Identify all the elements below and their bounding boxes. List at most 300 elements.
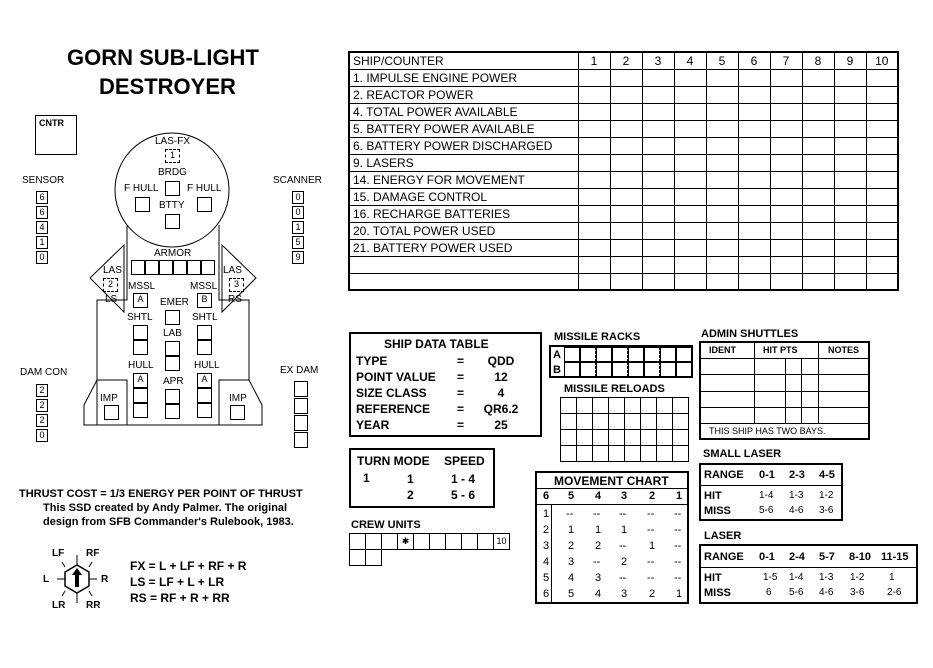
energy-cell[interactable] — [610, 222, 642, 239]
ship-data-eq: = — [457, 370, 465, 384]
energy-cell[interactable] — [578, 205, 610, 222]
energy-cell[interactable] — [802, 86, 834, 103]
missile-rack-cell[interactable] — [580, 347, 596, 362]
energy-cell[interactable] — [738, 120, 770, 137]
energy-cell[interactable] — [706, 256, 738, 273]
missile-reload-cell[interactable] — [672, 397, 689, 414]
missile-reload-cell[interactable] — [640, 397, 657, 414]
energy-cell[interactable] — [578, 222, 610, 239]
laser-range: 5-7 — [819, 551, 835, 563]
energy-cell[interactable] — [866, 222, 898, 239]
missile-reload-cell[interactable] — [608, 429, 625, 446]
las-right-box[interactable]: 3 — [229, 278, 244, 292]
crew-unit-box[interactable]: 10 — [493, 533, 510, 550]
energy-cell[interactable] — [578, 86, 610, 103]
missile-reload-cell[interactable] — [672, 413, 689, 430]
energy-cell[interactable] — [610, 171, 642, 188]
missile-reload-cell[interactable] — [656, 445, 673, 462]
energy-cell[interactable] — [706, 205, 738, 222]
energy-cell[interactable] — [866, 205, 898, 222]
missile-reload-cell[interactable] — [592, 413, 609, 430]
energy-cell[interactable] — [706, 273, 738, 290]
energy-cell[interactable] — [674, 103, 706, 120]
missile-rack-cell[interactable] — [644, 347, 660, 362]
energy-cell[interactable] — [642, 69, 674, 86]
shuttle-hitpt-box[interactable] — [785, 358, 786, 423]
energy-cell[interactable] — [610, 188, 642, 205]
missile-reload-cell[interactable] — [656, 397, 673, 414]
energy-cell[interactable] — [674, 239, 706, 256]
scanner-label: SCANNER — [273, 175, 322, 186]
crew-unit-box[interactable] — [429, 533, 446, 550]
sensor-box[interactable]: 4 — [36, 221, 48, 234]
crew-unit-box[interactable]: ✱ — [397, 533, 414, 550]
energy-row — [349, 222, 898, 239]
ship-data-title: SHIP DATA TABLE — [384, 337, 489, 351]
laser-hit: 1-4 — [789, 572, 804, 583]
energy-cell[interactable] — [706, 69, 738, 86]
missile-reload-cell[interactable] — [560, 429, 577, 446]
energy-cell[interactable] — [738, 205, 770, 222]
energy-cell[interactable] — [738, 103, 770, 120]
energy-cell[interactable] — [674, 154, 706, 171]
missile-reload-cell[interactable] — [672, 445, 689, 462]
missile-reload-cell[interactable] — [624, 445, 641, 462]
missile-rack-cell[interactable] — [676, 362, 692, 377]
energy-cell[interactable] — [834, 86, 866, 103]
energy-cell[interactable] — [866, 273, 898, 290]
energy-cell[interactable] — [770, 239, 802, 256]
hull-right-box[interactable]: A — [197, 373, 212, 388]
energy-row — [349, 188, 898, 205]
energy-cell[interactable] — [770, 86, 802, 103]
energy-cell[interactable] — [834, 273, 866, 290]
energy-cell[interactable] — [578, 154, 610, 171]
energy-column-header: 1 — [578, 52, 610, 69]
missile-rack-cell[interactable] — [628, 347, 644, 362]
energy-cell[interactable] — [802, 188, 834, 205]
missile-reload-cell[interactable] — [624, 429, 641, 446]
missile-reload-cell[interactable] — [656, 413, 673, 430]
small-laser-hit: 1-2 — [819, 490, 834, 501]
energy-cell[interactable] — [802, 103, 834, 120]
imp-left-box[interactable] — [104, 405, 119, 420]
credit-line2: design from SFB Commander's Rulebook, 1983. — [43, 516, 294, 528]
energy-cell[interactable] — [802, 222, 834, 239]
energy-cell[interactable] — [610, 86, 642, 103]
energy-cell[interactable] — [610, 154, 642, 171]
armor-box[interactable] — [159, 260, 173, 275]
shuttle-bays-note: THIS SHIP HAS TWO BAYS. — [709, 426, 826, 436]
sensor-box[interactable]: 6 — [36, 191, 48, 204]
movement-header: 3 — [621, 490, 628, 502]
cntr-label: CNTR — [39, 118, 64, 128]
energy-cell[interactable] — [802, 205, 834, 222]
energy-cell[interactable] — [706, 239, 738, 256]
missile-reload-cell[interactable] — [576, 397, 593, 414]
ship-data-value: QR6.2 — [483, 402, 519, 416]
energy-cell[interactable] — [610, 137, 642, 154]
scanner-box[interactable]: 0 — [292, 206, 304, 219]
missile-reload-cell[interactable] — [640, 413, 657, 430]
movement-cell: 1 — [621, 524, 628, 536]
movement-header: 2 — [649, 490, 656, 502]
energy-cell[interactable] — [642, 103, 674, 120]
energy-cell[interactable] — [802, 120, 834, 137]
energy-cell[interactable] — [610, 273, 642, 290]
sensor-box[interactable]: 0 — [36, 251, 48, 264]
energy-cell[interactable] — [802, 137, 834, 154]
energy-cell[interactable] — [610, 103, 642, 120]
crew-unit-box[interactable] — [365, 549, 382, 566]
energy-cell[interactable] — [706, 171, 738, 188]
energy-cell[interactable] — [578, 137, 610, 154]
energy-cell[interactable] — [770, 188, 802, 205]
energy-cell[interactable] — [802, 171, 834, 188]
energy-cell[interactable] — [642, 222, 674, 239]
missile-reload-cell[interactable] — [608, 397, 625, 414]
armor-box[interactable] — [145, 260, 159, 275]
energy-cell[interactable] — [610, 205, 642, 222]
crew-unit-box[interactable] — [445, 533, 462, 550]
shtl-left-box[interactable] — [133, 340, 148, 355]
energy-cell[interactable] — [802, 154, 834, 171]
movement-cell: 3 — [595, 572, 602, 584]
las-left-label: LAS — [103, 265, 122, 276]
energy-cell[interactable] — [642, 171, 674, 188]
energy-column-header: 7 — [770, 52, 802, 69]
energy-cell[interactable] — [738, 188, 770, 205]
lasfx-box[interactable]: 1 — [165, 149, 180, 163]
energy-cell[interactable] — [578, 273, 610, 290]
movement-cell: -- — [647, 524, 655, 536]
damcon-label: DAM CON — [20, 367, 68, 378]
missile-reload-cell[interactable] — [592, 445, 609, 462]
shuttle-hitpt-box[interactable] — [801, 358, 802, 423]
credit-line1: This SSD created by Andy Palmer. The original — [43, 502, 288, 514]
energy-cell[interactable] — [834, 171, 866, 188]
laser-miss: 3-6 — [850, 587, 865, 598]
energy-cell[interactable] — [642, 86, 674, 103]
energy-cell[interactable] — [578, 103, 610, 120]
energy-cell[interactable] — [866, 239, 898, 256]
movement-cell: -- — [566, 508, 574, 520]
energy-cell[interactable] — [866, 154, 898, 171]
crew-unit-box[interactable] — [381, 533, 398, 550]
laser-table — [699, 544, 918, 604]
energy-cell[interactable] — [674, 137, 706, 154]
energy-cell[interactable] — [738, 239, 770, 256]
missile-rack-cell[interactable] — [612, 347, 628, 362]
btty-box[interactable] — [165, 214, 180, 229]
energy-column-header: 8 — [802, 52, 834, 69]
shtl-left-box[interactable] — [133, 325, 148, 340]
missile-rack-cell[interactable] — [596, 347, 612, 362]
crew-unit-box[interactable] — [349, 533, 366, 550]
missile-reload-cell[interactable] — [608, 445, 625, 462]
missile-rack-cell[interactable] — [612, 362, 628, 377]
movement-cell: 6 — [543, 588, 550, 600]
energy-cell[interactable] — [642, 273, 674, 290]
missile-rack-cell[interactable] — [564, 362, 580, 377]
energy-cell[interactable] — [578, 120, 610, 137]
missile-reload-cell[interactable] — [560, 413, 577, 430]
missile-reloads-title: MISSILE RELOADS — [564, 383, 665, 395]
energy-cell[interactable] — [674, 188, 706, 205]
shuttle-divider — [701, 423, 868, 424]
turn-mode-cell: 2 — [407, 488, 414, 502]
fhull-left-box[interactable] — [135, 197, 150, 212]
hull-right-box[interactable] — [197, 403, 212, 418]
energy-cell[interactable] — [802, 239, 834, 256]
energy-cell[interactable] — [738, 137, 770, 154]
energy-cell[interactable] — [802, 69, 834, 86]
energy-header-label: SHIP/COUNTER — [349, 52, 578, 69]
missile-reload-cell[interactable] — [576, 429, 593, 446]
energy-row — [349, 120, 898, 137]
laser-miss: 4-6 — [819, 587, 834, 598]
apr-box[interactable] — [165, 389, 180, 404]
scanner-box[interactable]: 9 — [292, 251, 304, 264]
rack-a-label: A — [553, 349, 561, 361]
energy-cell[interactable] — [770, 154, 802, 171]
energy-cell[interactable] — [834, 188, 866, 205]
compass-lf: LF — [52, 548, 65, 559]
energy-cell[interactable] — [770, 256, 802, 273]
movement-cell: 5 — [568, 588, 575, 600]
energy-cell[interactable] — [770, 205, 802, 222]
energy-cell[interactable] — [642, 188, 674, 205]
energy-cell[interactable] — [770, 222, 802, 239]
brdg-label: BRDG — [158, 167, 187, 178]
energy-cell[interactable] — [770, 171, 802, 188]
ship-data-eq: = — [457, 402, 465, 416]
admin-shuttles-title: ADMIN SHUTTLES — [701, 328, 799, 340]
energy-cell[interactable] — [642, 120, 674, 137]
formula-fx: FX = L + LF + RF + R — [130, 559, 247, 573]
missile-reload-cell[interactable] — [592, 397, 609, 414]
missile-reload-cell[interactable] — [560, 397, 577, 414]
energy-cell[interactable] — [610, 69, 642, 86]
energy-cell[interactable] — [706, 222, 738, 239]
energy-cell[interactable] — [706, 86, 738, 103]
energy-cell[interactable] — [578, 188, 610, 205]
armor-box[interactable] — [187, 260, 201, 275]
missile-reload-cell[interactable] — [608, 413, 625, 430]
energy-cell[interactable] — [770, 120, 802, 137]
damcon-box[interactable]: 2 — [36, 414, 48, 427]
energy-cell[interactable] — [706, 103, 738, 120]
mssl-left-box[interactable]: A — [133, 293, 148, 308]
hull-right-box[interactable] — [197, 388, 212, 403]
energy-cell[interactable] — [578, 256, 610, 273]
energy-cell[interactable] — [834, 120, 866, 137]
missile-reload-cell[interactable] — [576, 445, 593, 462]
armor-box[interactable] — [173, 260, 187, 275]
energy-cell[interactable] — [674, 273, 706, 290]
movement-cell: 2 — [621, 556, 628, 568]
energy-row-label: 20. TOTAL POWER USED — [349, 222, 578, 239]
movement-cell: 2 — [595, 540, 602, 552]
damcon-box[interactable]: 2 — [36, 399, 48, 412]
missile-reload-cell[interactable] — [640, 445, 657, 462]
ship-data-table — [349, 332, 542, 437]
energy-cell[interactable] — [674, 222, 706, 239]
energy-cell[interactable] — [706, 120, 738, 137]
energy-cell[interactable] — [738, 256, 770, 273]
small-laser-title: SMALL LASER — [703, 448, 782, 460]
energy-cell[interactable] — [866, 171, 898, 188]
scanner-box[interactable]: 1 — [292, 221, 304, 234]
missile-rack-cell[interactable] — [660, 362, 676, 377]
energy-cell[interactable] — [802, 273, 834, 290]
laser-miss: 5-6 — [789, 587, 804, 598]
energy-row-label: 4. TOTAL POWER AVAILABLE — [349, 103, 578, 120]
missile-reload-cell[interactable] — [640, 429, 657, 446]
missile-rack-cell[interactable] — [580, 362, 596, 377]
armor-box[interactable] — [201, 260, 215, 275]
energy-cell[interactable] — [706, 188, 738, 205]
imp-right-label: IMP — [229, 393, 247, 404]
missile-rack-cell[interactable] — [644, 362, 660, 377]
energy-cell[interactable] — [866, 137, 898, 154]
missile-rack-cell[interactable] — [564, 347, 580, 362]
missile-reload-cell[interactable] — [656, 429, 673, 446]
energy-cell[interactable] — [866, 120, 898, 137]
energy-cell[interactable] — [738, 222, 770, 239]
missile-rack-cell[interactable] — [676, 347, 692, 362]
movement-cell: 1 — [543, 508, 550, 520]
energy-cell[interactable] — [738, 154, 770, 171]
energy-cell[interactable] — [738, 273, 770, 290]
brdg-box[interactable] — [165, 181, 180, 196]
energy-cell[interactable] — [802, 256, 834, 273]
hull-left-box[interactable]: A — [133, 373, 148, 388]
energy-cell[interactable] — [834, 256, 866, 273]
laser-range: RANGE — [704, 551, 744, 563]
crew-unit-box[interactable] — [349, 549, 366, 566]
energy-cell[interactable] — [738, 171, 770, 188]
energy-cell[interactable] — [770, 69, 802, 86]
las-left-box[interactable]: 2 — [103, 278, 118, 292]
emer-box[interactable] — [165, 310, 180, 325]
energy-cell[interactable] — [770, 137, 802, 154]
movement-cell: 1 — [595, 524, 602, 536]
energy-cell[interactable] — [738, 86, 770, 103]
lab-box[interactable] — [165, 341, 180, 356]
energy-cell[interactable] — [642, 205, 674, 222]
energy-cell[interactable] — [674, 86, 706, 103]
crew-unit-box[interactable] — [413, 533, 430, 550]
energy-cell[interactable] — [834, 222, 866, 239]
shtl-right-box[interactable] — [197, 325, 212, 340]
missile-rack-cell[interactable] — [660, 347, 676, 362]
crew-unit-box[interactable] — [461, 533, 478, 550]
energy-cell[interactable] — [834, 69, 866, 86]
compass-rr: RR — [86, 600, 101, 611]
energy-cell[interactable] — [866, 188, 898, 205]
energy-cell[interactable] — [578, 239, 610, 256]
energy-cell[interactable] — [834, 137, 866, 154]
energy-cell[interactable] — [738, 69, 770, 86]
energy-cell[interactable] — [610, 239, 642, 256]
energy-cell[interactable] — [674, 69, 706, 86]
laser-hit: 1-2 — [850, 572, 865, 583]
energy-cell[interactable] — [834, 103, 866, 120]
missile-reload-cell[interactable] — [560, 445, 577, 462]
energy-cell[interactable] — [578, 171, 610, 188]
missile-rack-cell[interactable] — [628, 362, 644, 377]
scanner-box[interactable]: 5 — [292, 236, 304, 249]
crew-unit-box[interactable] — [477, 533, 494, 550]
mssl-right-box[interactable]: B — [197, 293, 212, 308]
energy-cell[interactable] — [834, 154, 866, 171]
energy-cell[interactable] — [834, 239, 866, 256]
energy-cell[interactable] — [834, 205, 866, 222]
missile-rack-cell[interactable] — [596, 362, 612, 377]
energy-cell[interactable] — [674, 120, 706, 137]
laser-miss: MISS — [704, 587, 731, 599]
energy-cell[interactable] — [674, 205, 706, 222]
missile-reload-cell[interactable] — [672, 429, 689, 446]
hull-left-box[interactable] — [133, 403, 148, 418]
missile-reload-cell[interactable] — [624, 413, 641, 430]
movement-cell: -- — [674, 572, 682, 584]
fhull-right-box[interactable] — [197, 197, 212, 212]
apr-box[interactable] — [165, 404, 180, 419]
energy-cell[interactable] — [866, 256, 898, 273]
energy-cell[interactable] — [674, 171, 706, 188]
armor-box[interactable] — [131, 260, 145, 275]
shuttle-divider — [818, 343, 819, 423]
missile-reload-cell[interactable] — [576, 413, 593, 430]
energy-cell[interactable] — [706, 137, 738, 154]
energy-cell[interactable] — [642, 256, 674, 273]
energy-row — [349, 137, 898, 154]
scanner-box[interactable]: 0 — [292, 191, 304, 204]
shuttle-notes-header: NOTES — [828, 345, 860, 355]
energy-cell[interactable] — [770, 273, 802, 290]
movement-cell: -- — [647, 556, 655, 568]
lab-box[interactable] — [165, 356, 180, 371]
energy-cell[interactable] — [610, 256, 642, 273]
imp-right-box[interactable] — [230, 405, 245, 420]
missile-reload-cell[interactable] — [624, 397, 641, 414]
energy-cell[interactable] — [674, 256, 706, 273]
crew-unit-box[interactable] — [365, 533, 382, 550]
sensor-box[interactable]: 6 — [36, 206, 48, 219]
energy-cell[interactable] — [642, 239, 674, 256]
shtl-right-box[interactable] — [197, 340, 212, 355]
damcon-box[interactable]: 0 — [36, 429, 48, 442]
movement-divider — [551, 504, 552, 602]
energy-cell[interactable] — [578, 69, 610, 86]
hull-left-box[interactable] — [133, 388, 148, 403]
energy-cell[interactable] — [642, 137, 674, 154]
damcon-box[interactable]: 2 — [36, 384, 48, 397]
sensor-box[interactable]: 1 — [36, 236, 48, 249]
movement-cell: -- — [619, 572, 627, 584]
energy-cell[interactable] — [866, 86, 898, 103]
energy-cell[interactable] — [866, 103, 898, 120]
crew-units-title: CREW UNITS — [351, 519, 421, 531]
energy-cell[interactable] — [706, 154, 738, 171]
energy-cell[interactable] — [642, 154, 674, 171]
energy-cell[interactable] — [866, 69, 898, 86]
energy-cell[interactable] — [770, 103, 802, 120]
missile-reload-cell[interactable] — [592, 429, 609, 446]
energy-cell[interactable] — [610, 120, 642, 137]
